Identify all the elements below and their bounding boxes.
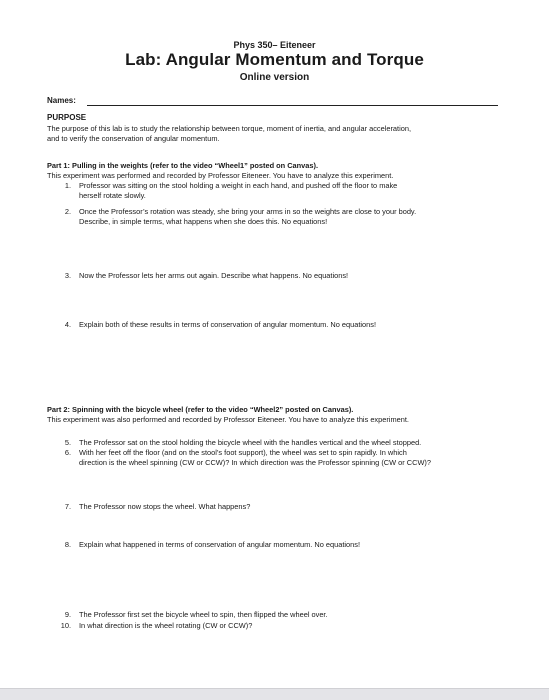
viewer-background-strip [0, 689, 549, 700]
part1-heading: Part 1: Pulling in the weights (refer to the video “Wheel1” posted on Canvas). [47, 161, 319, 170]
question-1-line2: herself rotate slowly. [79, 191, 146, 200]
question-8-line1: Explain what happened in terms of conservation of angular momentum. No equations! [79, 540, 361, 549]
question-2-line1: Once the Professor’s rotation was steady, she bring your arms in so the weights are close to your body. [79, 207, 417, 216]
part1-intro: This experiment was performed and recorded by Professor Eiteneer. You have to analyze this experiment. [47, 171, 394, 180]
question-6-number: 6. [64, 448, 71, 457]
question-5-number: 5. [64, 438, 71, 447]
course-label: Phys 350– Eiteneer [233, 40, 316, 50]
question-2-number: 2. [64, 207, 71, 216]
question-2-line2: Describe, in simple terms, what happens when she does this. No equations! [79, 217, 328, 226]
question-1-number: 1. [64, 181, 71, 190]
purpose-heading: PURPOSE [47, 113, 87, 122]
question-1-line1: Professor was sitting on the stool holding a weight in each hand, and pushed off the floor to make [79, 181, 398, 190]
question-3-number: 3. [64, 271, 71, 280]
part2-heading: Part 2: Spinning with the bicycle wheel (refer to the video “Wheel2” posted on Canvas). [47, 405, 354, 414]
question-9-number: 9. [64, 610, 71, 619]
question-8-number: 8. [64, 540, 71, 549]
question-7-number: 7. [64, 502, 71, 511]
question-4-line1: Explain both of these results in terms of conservation of angular momentum. No equations! [79, 320, 377, 329]
part2-intro: This experiment was also performed and recorded by Professor Eiteneer. You have to analyze this experiment. [47, 415, 409, 424]
page-subtitle: Online version [239, 72, 310, 83]
question-3-line1: Now the Professor lets her arms out again. Describe what happens. No equations! [79, 271, 349, 280]
question-6-line2: direction is the wheel spinning (CW or CCW)? In which direction was the Professor spinning (CW or CCW)? [79, 458, 431, 467]
purpose-text-line2: and to verify the conservation of angular momentum. [47, 134, 220, 143]
question-10-line1: In what direction is the wheel rotating (CW or CCW)? [79, 621, 253, 630]
question-4-number: 4. [64, 320, 71, 329]
question-5-line1: The Professor sat on the stool holding the bicycle wheel with the handles vertical and the wheel stopped. [79, 438, 422, 447]
names-label: Names: [47, 96, 76, 105]
purpose-text-line1: The purpose of this lab is to study the relationship between torque, moment of inertia, and angular acceleration, [47, 124, 411, 133]
names-field-line[interactable] [87, 105, 498, 106]
question-6-line1: With her feet off the floor (and on the stool’s foot support), the wheel was set to spin rapidly. In which [79, 448, 407, 457]
page-title: Lab: Angular Momentum and Torque [125, 50, 424, 69]
question-9-line1: The Professor first set the bicycle wheel to spin, then flipped the wheel over. [79, 610, 328, 619]
question-7-line1: The Professor now stops the wheel. What happens? [79, 502, 251, 511]
question-10-number: 10. [60, 621, 71, 630]
